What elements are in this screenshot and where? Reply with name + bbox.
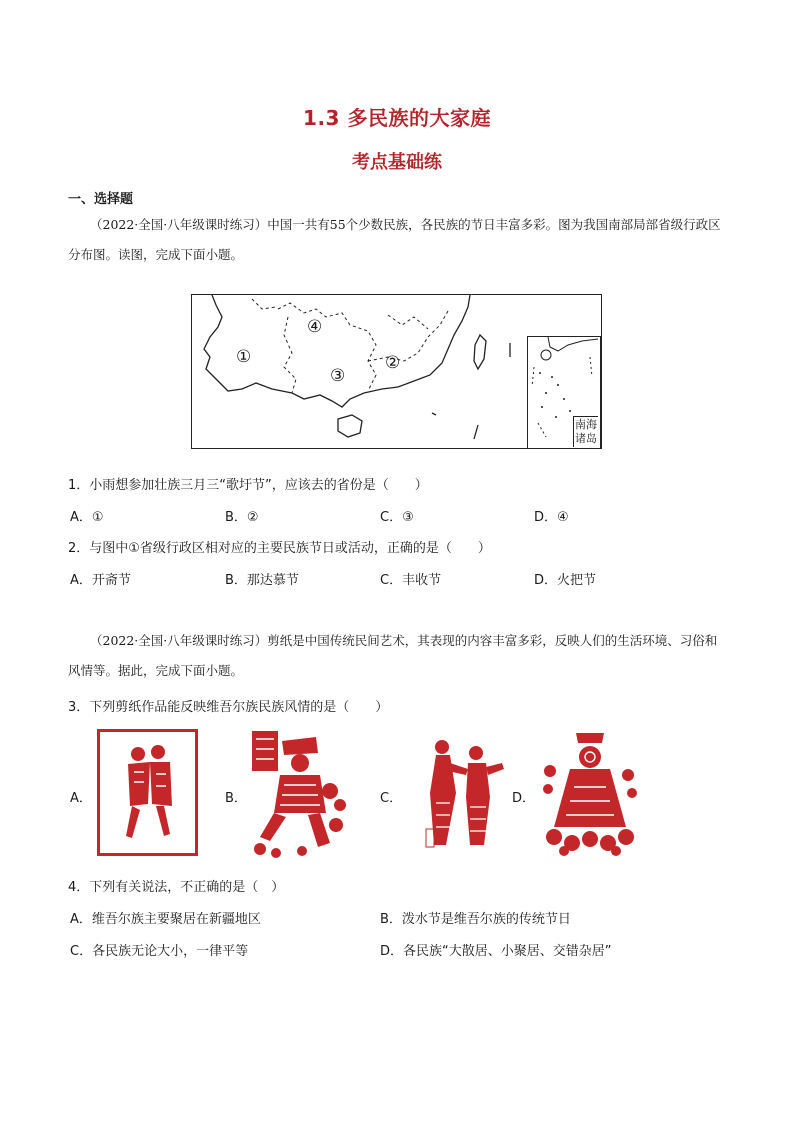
section-heading: 一、选择题 xyxy=(68,192,134,207)
q3-option-c[interactable]: C． xyxy=(380,791,403,806)
q4-option-c[interactable]: C．各民族无论大小，一律平等 xyxy=(70,944,249,959)
passage-2: （2022·全国·八年级课时练习）剪纸是中国传统民间艺术，其表现的内容丰富多彩，反映人们的生活环境、习俗和风情等。据此，完成下面小题。 xyxy=(68,633,718,678)
q1-option-d[interactable]: D．④ xyxy=(534,510,569,525)
q4-option-b[interactable]: B．泼水节是维吾尔族的传统节日 xyxy=(380,912,571,927)
papercut-d-figure xyxy=(540,731,639,856)
papercut-a-figure xyxy=(100,732,195,853)
q2-option-c[interactable]: C．丰收节 xyxy=(380,573,442,588)
inset-label-line1: 南海 xyxy=(575,418,597,431)
q1-option-a[interactable]: A．① xyxy=(70,510,104,525)
page-title: 1.3 多民族的大家庭 xyxy=(303,106,491,130)
map-label-2: ② xyxy=(385,353,401,373)
papercut-c-image[interactable] xyxy=(420,733,514,854)
q1-option-b[interactable]: B．② xyxy=(225,510,259,525)
q2-option-a[interactable]: A．开斋节 xyxy=(70,573,131,588)
q3-option-b[interactable]: B． xyxy=(225,791,247,806)
q2-option-d[interactable]: D．火把节 xyxy=(534,573,597,588)
question-4: 4．下列有关说法，不正确的是（ ） xyxy=(68,880,285,895)
papercut-a-image[interactable] xyxy=(97,729,198,856)
q3-option-d[interactable]: D． xyxy=(512,791,536,806)
papercut-c-figure xyxy=(420,733,514,854)
map-label-3: ③ xyxy=(330,366,346,386)
question-3: 3．下列剪纸作品能反映维吾尔族民族风情的是（ ） xyxy=(68,700,389,715)
inset-label-line2: 诸岛 xyxy=(575,432,597,445)
map-label-1: ① xyxy=(236,347,252,367)
papercut-b-figure xyxy=(246,727,352,858)
q2-option-b[interactable]: B．那达慕节 xyxy=(225,573,299,588)
question-2: 2．与图中①省级行政区相对应的主要民族节日或活动，正确的是（ ） xyxy=(68,541,491,556)
q4-option-d[interactable]: D．各民族“大散居、小聚居、交错杂居” xyxy=(380,944,612,959)
page-subtitle: 考点基础练 xyxy=(352,152,442,173)
map-label-4: ④ xyxy=(307,317,323,337)
question-1: 1．小雨想参加壮族三月三“歌圩节”，应该去的省份是（ ） xyxy=(68,478,428,493)
papercut-d-image[interactable] xyxy=(540,731,639,856)
q3-option-a[interactable]: A． xyxy=(70,791,92,806)
passage-1: （2022·全国·八年级课时练习）中国一共有55个少数民族，各民族的节日丰富多彩。图为我国南部局部省级行政区分布图。读图，完成下面小题。 xyxy=(68,217,721,262)
q1-option-c[interactable]: C．③ xyxy=(380,510,414,525)
inset-label xyxy=(573,416,598,447)
q4-option-a[interactable]: A．维吾尔族主要聚居在新疆地区 xyxy=(70,912,261,927)
papercut-b-image[interactable] xyxy=(246,727,352,858)
south-china-sea-inset xyxy=(527,336,601,449)
